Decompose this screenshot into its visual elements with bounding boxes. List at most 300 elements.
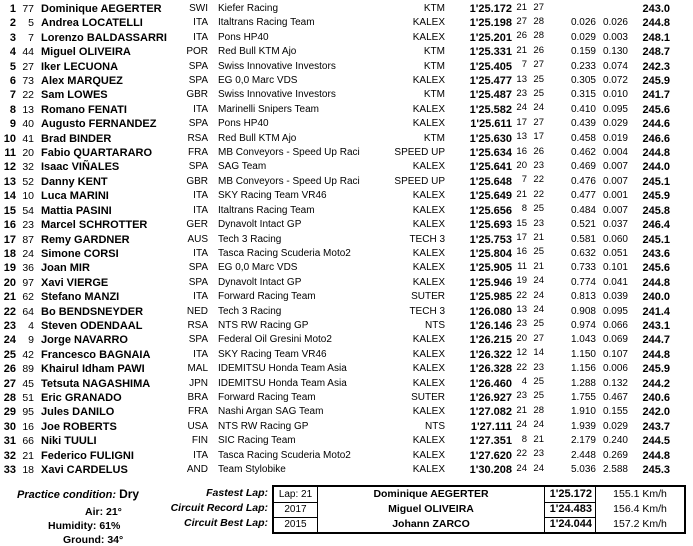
practice-condition-label: Practice condition: bbox=[17, 489, 117, 501]
team-name: Swiss Innovative Investors bbox=[218, 89, 336, 101]
team-name: Italtrans Racing Team bbox=[218, 204, 315, 216]
summary-lap-or-year: Lap: 21 bbox=[274, 487, 318, 503]
best-lap-time: 1'27.351 bbox=[469, 435, 512, 448]
spacer bbox=[208, 463, 216, 477]
best-lap-time: 1'26.215 bbox=[469, 334, 512, 347]
team-name: Marinelli Snipers Team bbox=[218, 103, 319, 115]
spacer bbox=[208, 247, 216, 261]
nationality: SPA bbox=[188, 118, 208, 130]
top-speed: 244.2 bbox=[642, 377, 670, 390]
best-lap-time: 1'25.753 bbox=[469, 233, 512, 246]
rider-name: Steven ODENDAAL bbox=[41, 319, 143, 332]
total-laps: 25 bbox=[533, 87, 544, 99]
fastest-lap-table bbox=[272, 485, 686, 534]
best-lap-number: 16 bbox=[516, 246, 527, 258]
position: 1 bbox=[9, 3, 16, 15]
best-lap-time: 1'30.208 bbox=[469, 464, 512, 476]
result-row bbox=[0, 189, 693, 203]
top-speed: 245.6 bbox=[642, 262, 670, 275]
gap-to-first: 0.477 bbox=[570, 190, 596, 202]
team-name: IDEMITSU Honda Team Asia bbox=[218, 363, 347, 375]
bike: KALEX bbox=[412, 247, 445, 259]
result-row bbox=[0, 348, 693, 362]
best-lap-number: 23 bbox=[516, 318, 527, 330]
best-lap-time: 1'25.985 bbox=[469, 291, 512, 304]
team-name: EG 0,0 Marc VDS bbox=[218, 75, 298, 87]
rider-name: Joan MIR bbox=[41, 262, 90, 275]
result-row bbox=[0, 45, 693, 59]
gap-to-previous: 0.467 bbox=[602, 391, 628, 403]
gap-to-first: 0.521 bbox=[570, 219, 596, 231]
position: 11 bbox=[4, 147, 16, 160]
summary-row-label: Circuit Best Lap: bbox=[183, 517, 268, 529]
gap-to-first: 1.156 bbox=[570, 363, 596, 375]
result-row bbox=[0, 146, 693, 160]
spacer bbox=[208, 175, 216, 189]
gap-to-first: 0.581 bbox=[570, 233, 596, 245]
gap-to-first: 0.774 bbox=[570, 276, 596, 288]
total-laps: 21 bbox=[533, 232, 544, 243]
gap-to-first: 1.755 bbox=[570, 391, 596, 403]
rider-number: 87 bbox=[22, 233, 34, 246]
best-lap-number: 22 bbox=[516, 448, 527, 460]
bike: KTM bbox=[423, 3, 445, 14]
rider-name: Iker LECUONA bbox=[41, 60, 119, 73]
position: 27 bbox=[3, 377, 16, 390]
best-lap-number: 24 bbox=[516, 419, 527, 431]
result-row bbox=[0, 160, 693, 174]
gap-to-first: 2.179 bbox=[570, 435, 596, 447]
bike: KALEX bbox=[412, 31, 445, 43]
nationality: ITA bbox=[193, 449, 208, 461]
total-laps: 24 bbox=[533, 304, 544, 316]
team-name: SAG Team bbox=[218, 161, 267, 173]
spacer bbox=[208, 377, 216, 391]
result-row bbox=[0, 16, 693, 30]
result-row bbox=[0, 463, 693, 477]
position: 31 bbox=[3, 435, 16, 448]
best-lap-number: 22 bbox=[516, 361, 527, 373]
bike: KALEX bbox=[412, 406, 445, 418]
bike: KALEX bbox=[412, 190, 445, 202]
team-name: MB Conveyors - Speed Up Raci bbox=[218, 147, 360, 159]
bike: KALEX bbox=[412, 348, 445, 360]
top-speed: 245.8 bbox=[642, 204, 670, 217]
rider-number: 66 bbox=[22, 435, 34, 448]
gap-to-first: 0.410 bbox=[570, 103, 596, 115]
gap-to-previous: 0.026 bbox=[602, 17, 628, 29]
rider-number: 32 bbox=[22, 161, 34, 174]
spacer bbox=[208, 45, 216, 59]
gap-to-previous: 0.039 bbox=[602, 291, 628, 303]
rider-name: Isaac VIÑALES bbox=[41, 161, 120, 174]
best-lap-time: 1'25.641 bbox=[469, 161, 512, 174]
gap-to-first: 0.439 bbox=[570, 118, 596, 130]
total-laps: 27 bbox=[533, 59, 544, 71]
summary-row bbox=[274, 487, 684, 502]
gap-to-first: 2.448 bbox=[570, 449, 596, 461]
team-name: NTS RW Racing GP bbox=[218, 420, 309, 432]
result-row bbox=[0, 74, 693, 88]
bike: KALEX bbox=[412, 262, 445, 274]
total-laps: 25 bbox=[533, 318, 544, 330]
total-laps: 21 bbox=[533, 433, 544, 445]
gap-to-previous: 0.001 bbox=[602, 190, 628, 202]
total-laps: 25 bbox=[533, 203, 544, 215]
top-speed: 243.7 bbox=[642, 420, 670, 433]
best-lap-number: 17 bbox=[516, 116, 527, 128]
summary-lap-or-year: 2017 bbox=[274, 502, 318, 518]
rider-name: Danny KENT bbox=[41, 175, 108, 188]
team-name: Red Bull KTM Ajo bbox=[218, 46, 297, 58]
team-name: SKY Racing Team VR46 bbox=[218, 190, 327, 202]
gap-to-previous: 0.155 bbox=[602, 406, 628, 418]
team-name: Federal Oil Gresini Moto2 bbox=[218, 334, 332, 346]
position: 3 bbox=[9, 31, 16, 44]
summary-lap-time: 1'25.172 bbox=[544, 487, 595, 503]
nationality: SPA bbox=[188, 161, 208, 173]
position: 6 bbox=[9, 75, 16, 88]
gap-to-first: 0.813 bbox=[570, 291, 596, 303]
gap-to-first: 1.043 bbox=[570, 334, 596, 346]
rider-name: Joe ROBERTS bbox=[41, 420, 117, 433]
result-row bbox=[0, 31, 693, 45]
spacer bbox=[208, 305, 216, 319]
spacer bbox=[208, 391, 216, 405]
result-row bbox=[0, 391, 693, 405]
summary-lap-or-year: 2015 bbox=[274, 517, 318, 533]
team-name: Tasca Racing Scuderia Moto2 bbox=[218, 247, 351, 259]
best-lap-time: 1'25.905 bbox=[469, 262, 512, 275]
total-laps: 23 bbox=[533, 217, 544, 229]
position: 10 bbox=[3, 132, 16, 145]
rider-name: Eric GRANADO bbox=[41, 391, 122, 404]
rider-name: Khairul Idham PAWI bbox=[41, 363, 145, 376]
best-lap-time: 1'27.620 bbox=[469, 449, 512, 462]
rider-number: 54 bbox=[22, 204, 34, 217]
bike: KALEX bbox=[412, 276, 445, 288]
rider-name: Lorenzo BALDASSARRI bbox=[41, 31, 167, 44]
rider-number: 45 bbox=[22, 377, 34, 390]
gap-to-previous: 0.029 bbox=[602, 420, 628, 432]
rider-name: Federico FULIGNI bbox=[41, 449, 134, 462]
total-laps: 22 bbox=[533, 174, 544, 186]
best-lap-time: 1'25.405 bbox=[469, 60, 512, 73]
top-speed: 244.7 bbox=[642, 334, 670, 347]
bike: KALEX bbox=[412, 464, 445, 475]
gap-to-first: 0.908 bbox=[570, 305, 596, 317]
summary-labels bbox=[0, 486, 268, 531]
nationality: ITA bbox=[193, 247, 208, 259]
spacer bbox=[208, 132, 216, 146]
bike: KTM bbox=[423, 132, 445, 144]
rider-name: Stefano MANZI bbox=[41, 291, 120, 304]
team-name: MB Conveyors - Speed Up Raci bbox=[218, 175, 360, 187]
total-laps: 24 bbox=[533, 419, 544, 431]
best-lap-time: 1'25.582 bbox=[469, 103, 512, 116]
nationality: JPN bbox=[189, 377, 208, 389]
best-lap-time: 1'26.080 bbox=[469, 305, 512, 318]
best-lap-time: 1'26.322 bbox=[469, 348, 512, 361]
spacer bbox=[208, 348, 216, 362]
gap-to-previous: 0.037 bbox=[602, 219, 628, 231]
rider-name: Mattia PASINI bbox=[41, 204, 112, 217]
rider-number: 36 bbox=[22, 262, 34, 275]
nationality: FRA bbox=[188, 406, 208, 418]
team-name: SKY Racing Team VR46 bbox=[218, 348, 327, 360]
total-laps: 27 bbox=[533, 1, 544, 13]
best-lap-number: 19 bbox=[516, 275, 527, 287]
rider-name: Jules DANILO bbox=[41, 406, 115, 419]
gap-to-first: 0.974 bbox=[570, 319, 596, 331]
team-name: Swiss Innovative Investors bbox=[218, 60, 336, 72]
team-name: IDEMITSU Honda Team Asia bbox=[218, 377, 347, 389]
bike: KALEX bbox=[412, 219, 445, 231]
result-row bbox=[0, 319, 693, 333]
gap-to-first: 0.026 bbox=[570, 17, 596, 29]
spacer bbox=[208, 319, 216, 333]
result-row bbox=[0, 420, 693, 434]
spacer bbox=[208, 261, 216, 275]
best-lap-time: 1'25.693 bbox=[469, 219, 512, 232]
best-lap-time: 1'25.477 bbox=[469, 75, 512, 88]
rider-name: Simone CORSI bbox=[41, 247, 119, 260]
position: 22 bbox=[3, 305, 16, 318]
spacer bbox=[208, 117, 216, 131]
best-lap-number: 21 bbox=[516, 404, 527, 416]
team-name: Italtrans Racing Team bbox=[218, 17, 315, 29]
total-laps: 25 bbox=[533, 73, 544, 85]
gap-to-first: 1.939 bbox=[570, 420, 596, 432]
rider-number: 20 bbox=[22, 147, 34, 160]
best-lap-number: 17 bbox=[516, 232, 527, 243]
total-laps: 14 bbox=[533, 347, 544, 359]
top-speed: 244.8 bbox=[642, 17, 670, 30]
spacer bbox=[208, 189, 216, 203]
total-laps: 24 bbox=[533, 102, 544, 114]
best-lap-number: 22 bbox=[516, 289, 527, 301]
result-row bbox=[0, 88, 693, 102]
result-row bbox=[0, 261, 693, 275]
top-speed: 245.1 bbox=[642, 175, 670, 188]
best-lap-number: 23 bbox=[516, 390, 527, 402]
rider-number: 52 bbox=[22, 175, 34, 188]
rider-number: 27 bbox=[22, 60, 34, 73]
summary-speed: 156.4 Km/h bbox=[595, 502, 684, 518]
top-speed: 245.9 bbox=[642, 190, 670, 203]
rider-name: Marcel SCHROTTER bbox=[41, 219, 148, 232]
best-lap-number: 16 bbox=[516, 145, 527, 157]
result-row bbox=[0, 333, 693, 347]
spacer bbox=[208, 290, 216, 304]
best-lap-number: 21 bbox=[516, 44, 527, 56]
summary-row bbox=[274, 517, 684, 532]
gap-to-first: 0.476 bbox=[570, 175, 596, 187]
top-speed: 243.1 bbox=[642, 319, 670, 332]
best-lap-time: 1'25.804 bbox=[469, 247, 512, 260]
bike: NTS bbox=[425, 319, 445, 331]
gap-to-first: 5.036 bbox=[570, 464, 596, 475]
top-speed: 241.7 bbox=[642, 89, 670, 102]
team-name: Dynavolt Intact GP bbox=[218, 276, 302, 288]
nationality: SPA bbox=[188, 75, 208, 87]
best-lap-number: 13 bbox=[516, 131, 527, 143]
rider-name: Remy GARDNER bbox=[41, 233, 130, 246]
gap-to-first: 0.484 bbox=[570, 204, 596, 216]
nationality: ITA bbox=[193, 291, 208, 303]
gap-to-first: 1.150 bbox=[570, 348, 596, 360]
bike: KTM bbox=[423, 89, 445, 101]
spacer bbox=[208, 88, 216, 102]
rider-number: 73 bbox=[22, 75, 34, 88]
nationality: AUS bbox=[187, 233, 208, 245]
top-speed: 244.8 bbox=[642, 147, 670, 160]
best-lap-time: 1'25.201 bbox=[469, 31, 512, 44]
gap-to-previous: 0.010 bbox=[602, 89, 628, 101]
best-lap-time: 1'26.927 bbox=[469, 391, 512, 404]
gap-to-previous: 2.588 bbox=[602, 464, 628, 475]
rider-number: 42 bbox=[22, 348, 34, 361]
position: 33 bbox=[3, 464, 16, 476]
top-speed: 248.7 bbox=[642, 46, 670, 59]
rider-number: 40 bbox=[22, 118, 34, 131]
best-lap-time: 1'25.172 bbox=[469, 3, 512, 15]
total-laps: 27 bbox=[533, 116, 544, 128]
gap-to-first: 0.458 bbox=[570, 132, 596, 144]
bike: KALEX bbox=[412, 435, 445, 447]
position: 17 bbox=[3, 233, 16, 246]
spacer bbox=[208, 103, 216, 117]
spacer bbox=[208, 160, 216, 174]
rider-name: Francesco BAGNAIA bbox=[41, 348, 151, 361]
gap-to-previous: 0.107 bbox=[602, 348, 628, 360]
team-name: Nashi Argan SAG Team bbox=[218, 406, 324, 418]
gap-to-previous: 0.006 bbox=[602, 363, 628, 375]
team-name: Tech 3 Racing bbox=[218, 305, 282, 317]
position: 13 bbox=[3, 175, 16, 188]
summary-speed: 155.1 Km/h bbox=[595, 487, 684, 503]
gap-to-previous: 0.066 bbox=[602, 319, 628, 331]
best-lap-time: 1'25.630 bbox=[469, 132, 512, 145]
rider-name: Tetsuta NAGASHIMA bbox=[41, 377, 151, 390]
rider-number: 18 bbox=[22, 464, 34, 476]
rider-name: Andrea LOCATELLI bbox=[41, 17, 143, 30]
total-laps: 25 bbox=[533, 390, 544, 402]
gap-to-previous: 0.132 bbox=[602, 377, 628, 389]
best-lap-time: 1'27.082 bbox=[469, 406, 512, 419]
total-laps: 23 bbox=[533, 159, 544, 171]
rider-number: 64 bbox=[22, 305, 34, 318]
gap-to-first: 1.288 bbox=[570, 377, 596, 389]
nationality: RSA bbox=[187, 319, 208, 331]
gap-to-previous: 0.095 bbox=[602, 305, 628, 317]
bike: SUTER bbox=[411, 391, 445, 403]
result-row bbox=[0, 218, 693, 232]
nationality: NED bbox=[186, 305, 208, 317]
team-name: Forward Racing Team bbox=[218, 391, 316, 403]
total-laps: 25 bbox=[533, 376, 544, 388]
spacer bbox=[208, 16, 216, 30]
team-name: Pons HP40 bbox=[218, 31, 269, 43]
total-laps: 28 bbox=[533, 404, 544, 416]
bike: KALEX bbox=[412, 449, 445, 461]
nationality: FRA bbox=[188, 147, 208, 159]
position: 25 bbox=[3, 348, 16, 361]
best-lap-number: 15 bbox=[516, 217, 527, 229]
team-name: Tasca Racing Scuderia Moto2 bbox=[218, 449, 351, 461]
total-laps: 26 bbox=[533, 44, 544, 56]
gap-to-previous: 0.269 bbox=[602, 449, 628, 461]
result-row bbox=[0, 362, 693, 376]
bike: TECH 3 bbox=[409, 233, 445, 245]
spacer bbox=[208, 2, 216, 16]
bike: TECH 3 bbox=[409, 305, 445, 317]
top-speed: 246.4 bbox=[642, 219, 670, 232]
result-row bbox=[0, 204, 693, 218]
rider-number: 89 bbox=[22, 363, 34, 376]
top-speed: 248.1 bbox=[642, 31, 670, 44]
best-lap-time: 1'26.460 bbox=[469, 377, 512, 390]
result-row bbox=[0, 405, 693, 419]
total-laps: 23 bbox=[533, 448, 544, 460]
best-lap-number: 4 bbox=[521, 376, 527, 388]
bike: KALEX bbox=[412, 161, 445, 173]
rider-number: 44 bbox=[22, 46, 34, 59]
best-lap-number: 21 bbox=[516, 188, 527, 200]
rider-name: Romano FENATI bbox=[41, 103, 127, 116]
best-lap-number: 24 bbox=[516, 462, 527, 474]
gap-to-first: 0.159 bbox=[570, 46, 596, 58]
gap-to-previous: 0.130 bbox=[602, 46, 628, 58]
top-speed: 244.8 bbox=[642, 449, 670, 462]
best-lap-time: 1'25.946 bbox=[469, 276, 512, 289]
spacer bbox=[208, 60, 216, 74]
practice-condition-value: Dry bbox=[119, 487, 140, 501]
best-lap-number: 20 bbox=[516, 159, 527, 171]
gap-to-first: 0.233 bbox=[570, 60, 596, 72]
gap-to-first: 0.462 bbox=[570, 147, 596, 159]
gap-to-previous: 0.019 bbox=[602, 132, 628, 144]
gap-to-previous: 0.240 bbox=[602, 435, 628, 447]
best-lap-number: 7 bbox=[521, 59, 527, 71]
bike: SPEED UP bbox=[394, 147, 445, 159]
spacer bbox=[208, 233, 216, 247]
position: 14 bbox=[3, 190, 16, 203]
result-row bbox=[0, 434, 693, 448]
spacer bbox=[208, 74, 216, 88]
bike: KALEX bbox=[412, 118, 445, 130]
result-row bbox=[0, 175, 693, 189]
rider-number: 5 bbox=[28, 17, 34, 30]
total-laps: 24 bbox=[533, 275, 544, 287]
rider-number: 23 bbox=[22, 219, 34, 232]
total-laps: 26 bbox=[533, 145, 544, 157]
total-laps: 25 bbox=[533, 246, 544, 258]
gap-to-previous: 0.060 bbox=[602, 233, 628, 245]
rider-name: Brad BINDER bbox=[41, 132, 112, 145]
result-row bbox=[0, 247, 693, 261]
team-name: Dynavolt Intact GP bbox=[218, 219, 302, 231]
position: 4 bbox=[9, 46, 16, 59]
best-lap-number: 21 bbox=[516, 1, 527, 13]
summary-row-label: Circuit Record Lap: bbox=[170, 502, 268, 514]
best-lap-time: 1'25.648 bbox=[469, 175, 512, 188]
result-row bbox=[0, 305, 693, 319]
rider-name: Augusto FERNANDEZ bbox=[41, 118, 157, 131]
bike: KALEX bbox=[412, 103, 445, 115]
nationality: BRA bbox=[187, 391, 208, 403]
spacer bbox=[208, 434, 216, 448]
